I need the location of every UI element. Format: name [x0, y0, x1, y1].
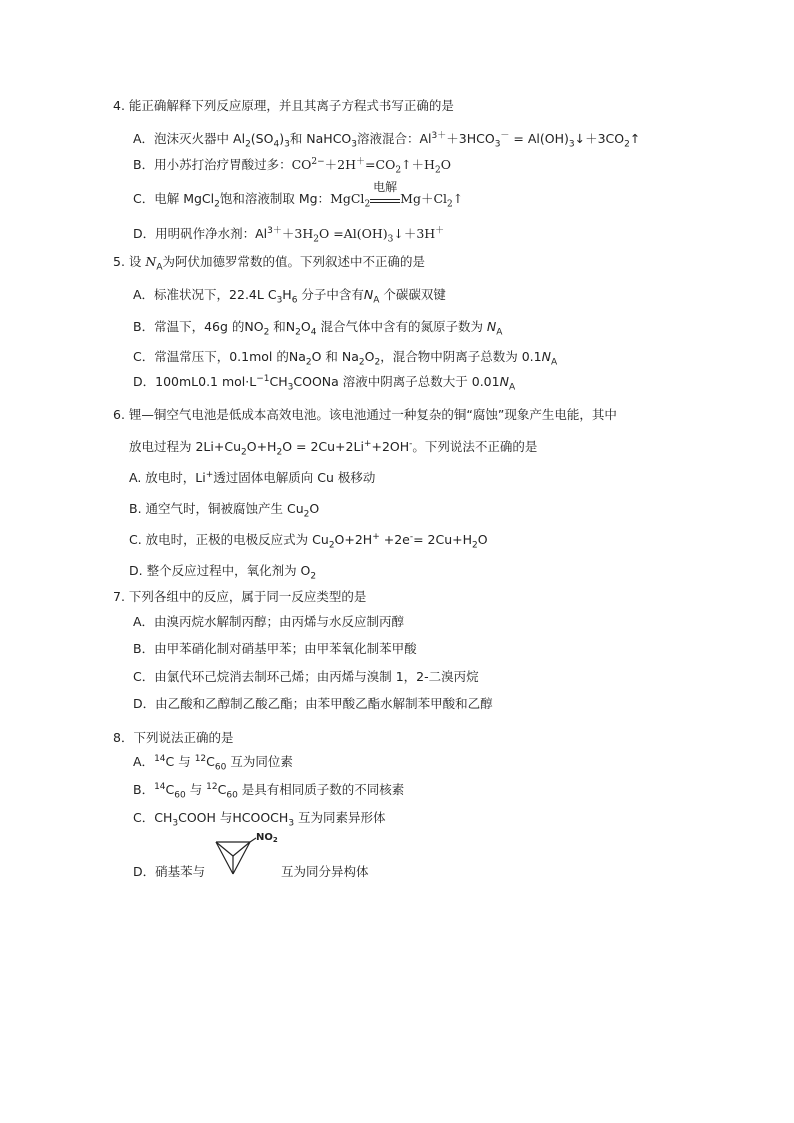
- nitro-group-label: $NO_2$: [256, 832, 278, 844]
- question-7-stem: 7. 下列各组中的反应，属于同一反应类型的是: [113, 589, 367, 604]
- q8-option-b: B．$^{14}C_{60}$ 与 $^{12}C_{60}$ 是具有相同质子数的不同核素: [133, 781, 405, 801]
- q4-option-d: D．用明矾作净水剂：$Al^{3+}+3H_2O$ $=Al(OH)_3↓+3H^+$: [133, 225, 445, 245]
- q8-option-d-suffix: 互为同分异构体: [281, 864, 369, 879]
- q8-option-a: A．$^{14}$C 与 $^{12}C_{60}$ 互为同位素: [133, 753, 293, 773]
- question-6-stem: 6. 锂—铜空气电池是低成本高效电池。该电池通过一种复杂的铜“腐蚀”现象产生电能，其中: [113, 407, 617, 422]
- q5-option-a: A．标准状况下，22.4L $C_3H_6$ 分子中含有$N_A$ 个碳碳双键: [133, 287, 446, 306]
- q8-option-d: D．硝基苯与: [133, 864, 206, 879]
- question-6-stem-cont: 放电过程为 $2Li+Cu_2O+H_2O = 2Cu+2Li^++2OH^-$。下列说法不正确的是: [129, 438, 538, 458]
- q7-option-b: B．由甲苯硝化制对硝基甲苯；由甲苯氧化制苯甲酸: [133, 641, 417, 656]
- question-5-stem: 5. 设 $N_A$为阿伏加德罗常数的值。下列叙述中不正确的是: [113, 254, 425, 273]
- q8-option-c: C．$CH_3COOH$ 与$HCOOCH_3$ 互为同素异形体: [133, 810, 386, 829]
- question-8-stem: 8．下列说法正确的是: [113, 730, 234, 745]
- q7-option-c: C．由氯代环己烷消去制环己烯；由丙烯与溴制 1，2-二溴丙烷: [133, 669, 479, 684]
- q5-option-d: D．100mL0.1 $mol\cdot L^{-1}CH_3COONa$ 溶液中阴离子总数大于 $0.01N_A$: [133, 373, 516, 393]
- q4-option-a: A．泡沫灭火器中 $Al_2(SO_4)_3$和 NaHCO$_3$溶液混合：$Al^{3+}+3HCO_3^-$ = $Al(OH)_3↓+3CO_2↑$: [133, 130, 641, 150]
- question-4-stem: 4. 能正确解释下列反应原理，并且其离子方程式书写正确的是: [113, 98, 454, 113]
- q4-option-b: B．用小苏打治疗胃酸过多：$CO^{2-}+2H^+=CO_2↑+H_2O$: [133, 156, 451, 176]
- q7-option-a: A．由溴丙烷水解制丙醇；由丙烯与水反应制丙醇: [133, 614, 405, 629]
- q6-option-b: B. 通空气时，铜被腐蚀产生 $Cu_2O$: [129, 501, 320, 520]
- q6-option-a: A. 放电时，Li+透过固体电解质向 Cu 极移动: [129, 469, 376, 485]
- q6-option-d: D. 整个反应过程中，氧化剂为 $O_2$: [129, 563, 317, 582]
- prismane-nitro-structure: [214, 830, 284, 878]
- q6-option-c: C. 放电时，正极的电极反应式为 $Cu_2O+2H^+ +2e^-= 2Cu+H_2O$: [129, 531, 488, 551]
- q5-option-c: C．常温常压下，0.1mol 的$Na_2O$ 和 $Na_2O_2$，混合物中阴离子总数为 $0.1N_A$: [133, 349, 558, 368]
- q5-option-b: B．常温下，46g 的$NO_2$ 和$N_2O_4$ 混合气体中含有的氮原子数为 $N_A$: [133, 319, 503, 338]
- q4-option-c: C．电解 MgCl$_2$饱和溶液制取 Mg：MgCl$_2$ 电解 $Mg+Cl_2↑$: [133, 180, 464, 210]
- electrolysis-condition-arrow: 电解: [370, 192, 400, 203]
- q7-option-d: D．由乙酸和乙醇制乙酸乙酯；由苯甲酸乙酯水解制苯甲酸和乙醇: [133, 696, 493, 711]
